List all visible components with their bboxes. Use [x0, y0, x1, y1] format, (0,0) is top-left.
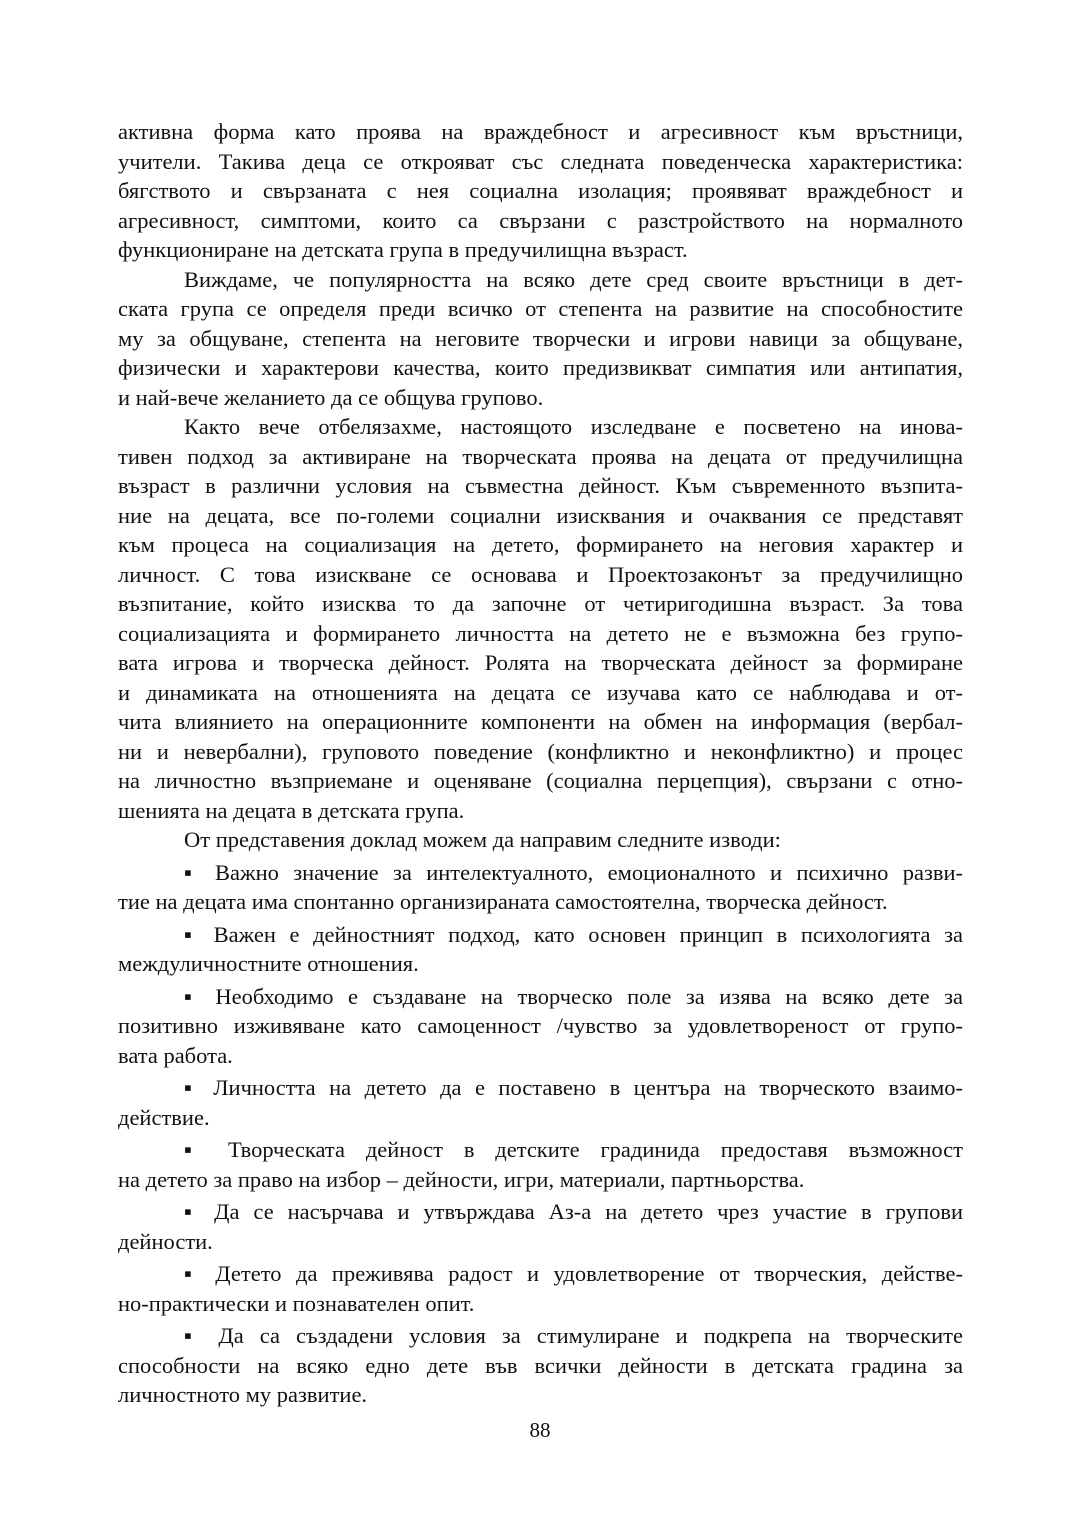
body-text: [118, 117, 963, 1410]
bullet-item-3: ▪ Необходимо е създаване на творческо поле за изява на всяко дете за: [184, 983, 963, 1009]
text-line: дейности.: [118, 1228, 213, 1254]
text-line: междуличностните отношения.: [118, 951, 419, 976]
text-line: вата работа.: [118, 1042, 233, 1068]
text-line: ската група се определя преди всичко от степента на развитие на способностите: [118, 296, 963, 321]
text-line: способности на всяко едно дете във всички дейности в детската градина за: [118, 1352, 963, 1378]
bullet-item-7: ▪ Детето да преживява радост и удовлетворение от творческия, действе-: [184, 1261, 963, 1286]
bullet-item-5: ▪ Творческата дейност в детските градинида предоставя възможност: [184, 1137, 963, 1162]
text-line: възпитание, който изисква то да започне от четиригодишна възраст. За това: [118, 591, 963, 616]
text-line: тивен подход за активиране на творческата проява на децата от предучилищна: [118, 443, 963, 469]
conclusions-intro: От представения доклад можем да направим следните изводи:: [184, 827, 781, 852]
text-line: вата игрова и творческа дейност. Ролята на творческата дейност за формиране: [118, 650, 963, 675]
text-line: на детето за право на избор – дейности, игри, материали, партньорства.: [118, 1166, 805, 1192]
text-line: ни и невербални), груповото поведение (конфликтно и неконфликтно) и процес: [118, 738, 963, 764]
page-number: 88: [529, 1418, 551, 1442]
text-line: шенията на децата в детската група.: [118, 797, 465, 823]
bullet-item-8: ▪ Да са създадени условия за стимулиране и подкрепа на творческите: [184, 1323, 963, 1348]
text-line: учители. Такива деца се открояват със следната поведенческа характеристика:: [118, 148, 963, 174]
text-line: и най-вече желанието да се общува групово.: [118, 384, 544, 410]
bullet-item-1: ▪ Важно значение за интелектуалното, емоционалното и психично разви-: [184, 859, 963, 885]
text-line: ние на децата, все по-големи социални изисквания и очаквания се представят: [118, 502, 963, 528]
paragraph-first-line: Както вече отбелязахме, настоящото изследване е посветено на инова-: [184, 414, 963, 439]
bullet-item-4: ▪ Личността на детето да е поставено в центъра на творческото взаимо-: [184, 1075, 963, 1100]
bullet-item-6: ▪ Да се насърчава и утвърждава Аз-а на детето чрез участие в групови: [184, 1199, 963, 1224]
text-line: и динамиката на отношенията на децата се изучава като се наблюдава и от-: [118, 679, 963, 705]
text-line: агресивност, симптоми, които са свързани с разстройството на нормалното: [118, 207, 963, 233]
text-line: личностното му развитие.: [118, 1382, 368, 1407]
text-line: към процеса на социализация на детето, формирането на неговия характер и: [118, 532, 963, 557]
text-line: действие.: [118, 1104, 210, 1130]
text-line: позитивно изживяване като самоценност /чувство за удовлетвореност от групо-: [118, 1013, 963, 1038]
text-line: активна форма като проява на враждебност и агресивност към връстници,: [118, 119, 963, 144]
text-line: възраст в различни условия на съвместна дейност. Към съвременното възпита-: [118, 473, 963, 498]
bullet-item-2: ▪ Важен е дейностният подход, като основен принцип в психологията за: [184, 921, 963, 947]
text-line: но-практически и познавателен опит.: [118, 1290, 475, 1316]
text-line: личност. С това изискване се основава и Проектозаконът за предучилищно: [118, 561, 963, 587]
text-line: бягството и свързаната с нея социална изолация; проявяват враждебност и: [118, 178, 963, 203]
paragraph-first-line: Виждаме, че популярността на всяко дете сред своите връстници в дет-: [184, 266, 963, 292]
text-line: физически и характерови качества, които предизвикват симпатия или антипатия,: [118, 355, 963, 380]
text-line: функциониране на детската група в предучилищна възраст.: [118, 237, 688, 262]
text-line: чита влиянието на операционните компоненти на обмен на информация (вербал-: [118, 709, 963, 734]
text-line: на личностно възприемане и оценяване (социална перцепция), свързани с отно-: [118, 768, 963, 793]
text-line: му за общуване, степента на неговите творчески и игрови навици за общуване,: [118, 325, 963, 351]
text-line: тие на децата има спонтанно организираната самостоятелна, творческа дейност.: [118, 889, 888, 914]
text-line: социализацията и формирането личността на детето не е възможна без групо-: [118, 620, 963, 646]
